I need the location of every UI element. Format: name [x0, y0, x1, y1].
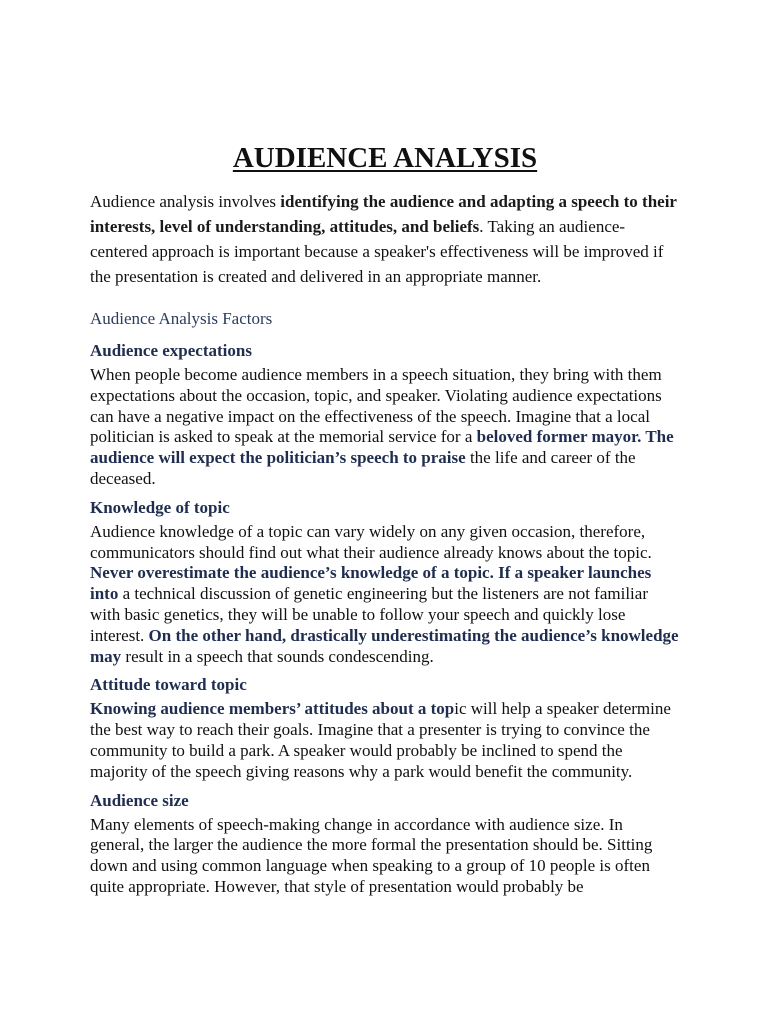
section-emphasis: On the other hand, drastically underestimating the audience’s knowledge may: [90, 625, 679, 666]
section-text: the life and career of the deceased.: [90, 448, 636, 488]
section-text: a technical discussion of genetic engineering but the listeners are not familiar with basic genetics, they will be unable to follow your speech and quickly lose interest.: [90, 584, 648, 645]
section-heading-knowledge-of-topic: Knowledge of topic: [90, 497, 230, 517]
intro-rest: . Taking an audience-centered approach is important because a speaker's effectiveness will be improved if the presentation is created and delivered in an appropriate manner.: [90, 217, 664, 286]
section-heading-attitude-toward-topic: Attitude toward topic: [90, 675, 247, 695]
section-heading-audience-size: Audience size: [90, 790, 189, 810]
page-title: AUDIENCE ANALYSIS: [232, 142, 538, 174]
section-body-audience-size: [90, 815, 680, 898]
intro-lead: Audience analysis involves: [90, 192, 281, 211]
section-emphasis: beloved former mayor. The audience will expect the politician’s speech to praise: [90, 427, 674, 468]
section-body-attitude-toward-topic: [90, 699, 680, 782]
section-emphasis: Never overestimate the audience’s knowledge of a topic. If a speaker launches into: [90, 563, 652, 604]
factors-heading: Audience Analysis Factors: [90, 309, 273, 328]
section-text: Many elements of speech-making change in accordance with audience size. In general, the larger the audience the more formal the presentation should be. Sitting down and using common language when speaking to a group of 10 people is often quite appropriate. However, that style of presentation would probably be: [90, 814, 653, 896]
section-body-audience-expectations: [90, 365, 680, 490]
document-page: [90, 142, 680, 904]
section-heading-audience-expectations: Audience expectations: [90, 341, 252, 360]
section-text: ic will help a speaker determine the best way to reach their goals. Imagine that a presenter is trying to convince the community to build a park. A speaker would probably be inclined to spend the majority of the speech giving reasons why a park would benefit the community.: [90, 699, 671, 781]
section-body-knowledge-of-topic: [90, 522, 680, 668]
intro-bold: identifying the audience and adapting a speech to their interests, level of understanding, attitudes, and beliefs: [90, 192, 677, 236]
section-text: Audience knowledge of a topic can vary widely on any given occasion, therefore, communicators should find out what their audience already knows about the topic.: [90, 521, 652, 562]
section-text: result in a speech that sounds condescending.: [121, 646, 434, 666]
section-emphasis: Knowing audience members’ attitudes about a top: [90, 699, 455, 719]
intro-paragraph: [90, 189, 680, 289]
section-text: When people become audience members in a speech situation, they bring with them expectations about the occasion, topic, and speaker. Violating audience expectations can have a negative impact on the effectiveness of the speech. Imagine that a local politician is asked to speak at the memorial service for a: [90, 365, 662, 447]
